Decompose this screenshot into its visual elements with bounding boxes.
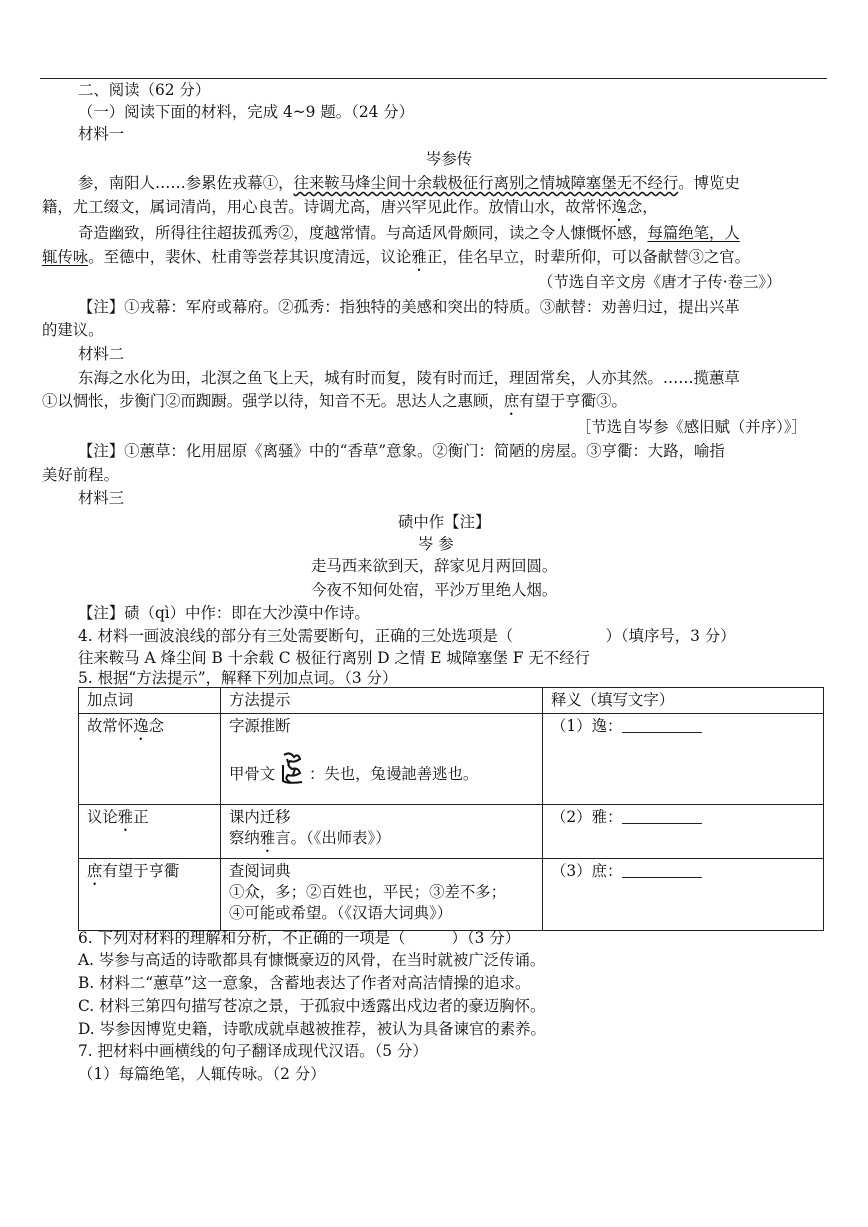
poem-author: 岑 参 (418, 535, 454, 553)
text: 参，南阳人……参累佐戎幕①， (78, 174, 294, 192)
text: 念 (148, 717, 164, 735)
text: 念， (626, 198, 658, 216)
answer-blank[interactable] (622, 716, 702, 733)
dotted-word: 庶 (87, 862, 103, 880)
text: 察纳 (229, 829, 260, 847)
material2-source: ［节选自岑参《感旧赋（并序）》］ (576, 418, 807, 436)
material1-note-cont: 的建议。 (42, 321, 104, 339)
text: 正，佳名早立，时辈所仰，可以备献替③之官。 (426, 248, 751, 266)
part1-instruction: （一）阅读下面的材料，完成 4~9 题。（24 分） (78, 103, 415, 121)
material2-line1: 东海之水化为田，北溟之鱼飞上天，城有时而复，陵有时而迁，理固常矣，人亦其然。……揽蕙草 (78, 369, 740, 387)
wavy-underlined-passage: 往来鞍马烽尘间十余载极征行离别之情城障塞堡无不经行 (293, 174, 679, 192)
text: 甲骨文 (229, 765, 276, 783)
answer-cell (543, 805, 824, 859)
text: 言。（《出师表》） (275, 829, 391, 847)
method-cell (221, 805, 543, 859)
method-name: 课内迁移 (229, 808, 291, 826)
q5-stem: 5. 根据“方法提示”，解释下列加点词。（3 分） (78, 669, 398, 687)
material2-line2 (42, 391, 627, 419)
header-rule (40, 78, 827, 79)
material2-note-cont: 美好前程。 (42, 466, 119, 484)
answer-blank[interactable] (622, 861, 702, 878)
q4-options: 往来鞍马 A 烽尘间 B 十余载 C 极征行离别 D 之情 E 城障塞堡 F 无不经行 (78, 649, 590, 667)
table-row (79, 859, 824, 931)
section-title: 二、阅读（62 分） (78, 81, 211, 99)
header-cell: 方法提示 (221, 688, 543, 714)
dotted-word: 雅 (117, 808, 134, 826)
header-cell: 加点词 (79, 688, 221, 714)
answer-label: （2）雅： (551, 808, 623, 826)
poem-line1: 走马西来欲到天，辞家见月两回圆。 (311, 557, 558, 575)
q6-option-d[interactable]: D. 岑参因博览史籍，诗歌成就卓越被推荐，被认为具备谏官的素养。 (78, 1020, 546, 1038)
text: 籍，尤工缀文，属词清尚，用心良苦。诗调尤高，唐兴罕见此作。放情山水，故常怀 (42, 198, 612, 216)
method-name: 查阅词典 (229, 862, 291, 880)
word-cell (79, 859, 221, 931)
text: 有望于亨衢③。 (519, 392, 627, 410)
q5-table (78, 687, 824, 931)
material1-title: 岑参传 (426, 150, 473, 168)
text: 。至德中，裴休、杜甫等尝荐其识度清远，议论 (88, 248, 412, 266)
q6-stem: 6. 下列对材料的理解和分析，不正确的一项是（ ）（3 分） (78, 929, 521, 947)
material2-note: 【注】①蕙草：化用屈原《离骚》中的“香草”意象。②衡门：简陋的房屋。③亨衢：大路，喻指 (78, 442, 725, 460)
poem-title: 碛中作【注】 (398, 513, 491, 531)
underlined-sentence: 每篇绝笔，人 (647, 224, 740, 242)
hint-line (229, 751, 534, 785)
underlined-sentence-end: 辄传咏 (42, 248, 89, 266)
hint-line (229, 828, 534, 856)
text: 故常怀 (87, 717, 134, 735)
text: ①以惆怅，步衡门②而踟蹰。强学以待，知音不无。思达人之惠顾， (42, 392, 504, 410)
material1-line3 (78, 223, 740, 244)
text: 奇造幽致，所得往往超拔孤秀②，度越常情。与高适风骨颇同，读之令人慷慨怀感， (78, 224, 648, 242)
material1-line1 (78, 173, 740, 194)
material1-line2 (42, 197, 658, 225)
material1-line4 (42, 247, 750, 275)
material1-source: （节选自辛文房《唐才子传·卷三》） (538, 273, 782, 291)
text: ：失也，兔谩訑善逃也。 (309, 765, 479, 783)
hint-line: ①众，多；②百姓也，平民；③差不多； (229, 883, 507, 901)
dotted-word: 逸 (611, 198, 627, 216)
dotted-word: 雅 (259, 829, 276, 847)
word-cell (79, 805, 221, 859)
poem-line2: 今夜不知何处宿，平沙万里绝人烟。 (311, 581, 558, 599)
dotted-word: 逸 (133, 717, 149, 735)
answer-label: （1）逸： (551, 717, 623, 735)
dotted-word: 庶 (503, 392, 520, 410)
table-header-row (79, 688, 824, 714)
answer-cell (543, 859, 824, 931)
q4-stem: 4. 材料一画波浪线的部分有三处需要断句，正确的三处选项是（ ）（填序号，3 分） (78, 627, 736, 645)
method-cell (221, 714, 543, 805)
header-cell: 释义（填写文字） (543, 688, 824, 714)
answer-cell (543, 714, 824, 805)
answer-label: （3）庶： (551, 862, 623, 880)
material1-label: 材料一 (78, 125, 125, 143)
q6-option-a[interactable]: A. 岑参与高适的诗歌都具有慷慨豪迈的风骨，在当时就被广泛传诵。 (78, 951, 546, 969)
hint-line: ④可能或希望。（《汉语大词典》） (229, 904, 453, 922)
text: 议论 (87, 808, 118, 826)
oracle-bone-glyph-icon (280, 751, 304, 785)
text: 。博览史 (678, 174, 740, 192)
q6-option-c[interactable]: C. 材料三第四句描写苍凉之景，于孤寂中透露出戍边者的豪迈胸怀。 (78, 997, 546, 1015)
dotted-word: 雅 (411, 248, 427, 266)
q6-option-b[interactable]: B. 材料二“蕙草”这一意象，含蓄地表达了作者对高洁情操的追求。 (78, 974, 531, 992)
material3-label: 材料三 (78, 489, 125, 507)
method-cell (221, 859, 543, 931)
q7-sub1: （1）每篇绝笔，人辄传咏。（2 分） (78, 1065, 326, 1083)
material3-note: 【注】碛（qì）中作：即在大沙漠中作诗。 (78, 604, 370, 622)
method-name: 字源推断 (229, 717, 291, 735)
text: 有望于亨衢 (102, 862, 180, 880)
word-cell (79, 714, 221, 805)
material2-label: 材料二 (78, 345, 125, 363)
text: 正 (133, 808, 149, 826)
table-row (79, 805, 824, 859)
q7-stem: 7. 把材料中画横线的句子翻译成现代汉语。（5 分） (78, 1042, 428, 1060)
material1-note: 【注】①戎幕：军府或幕府。②孤秀：指独特的美感和突出的特质。③献替：劝善归过，提出兴革 (78, 298, 740, 316)
table-row (79, 714, 824, 805)
answer-blank[interactable] (622, 807, 702, 824)
